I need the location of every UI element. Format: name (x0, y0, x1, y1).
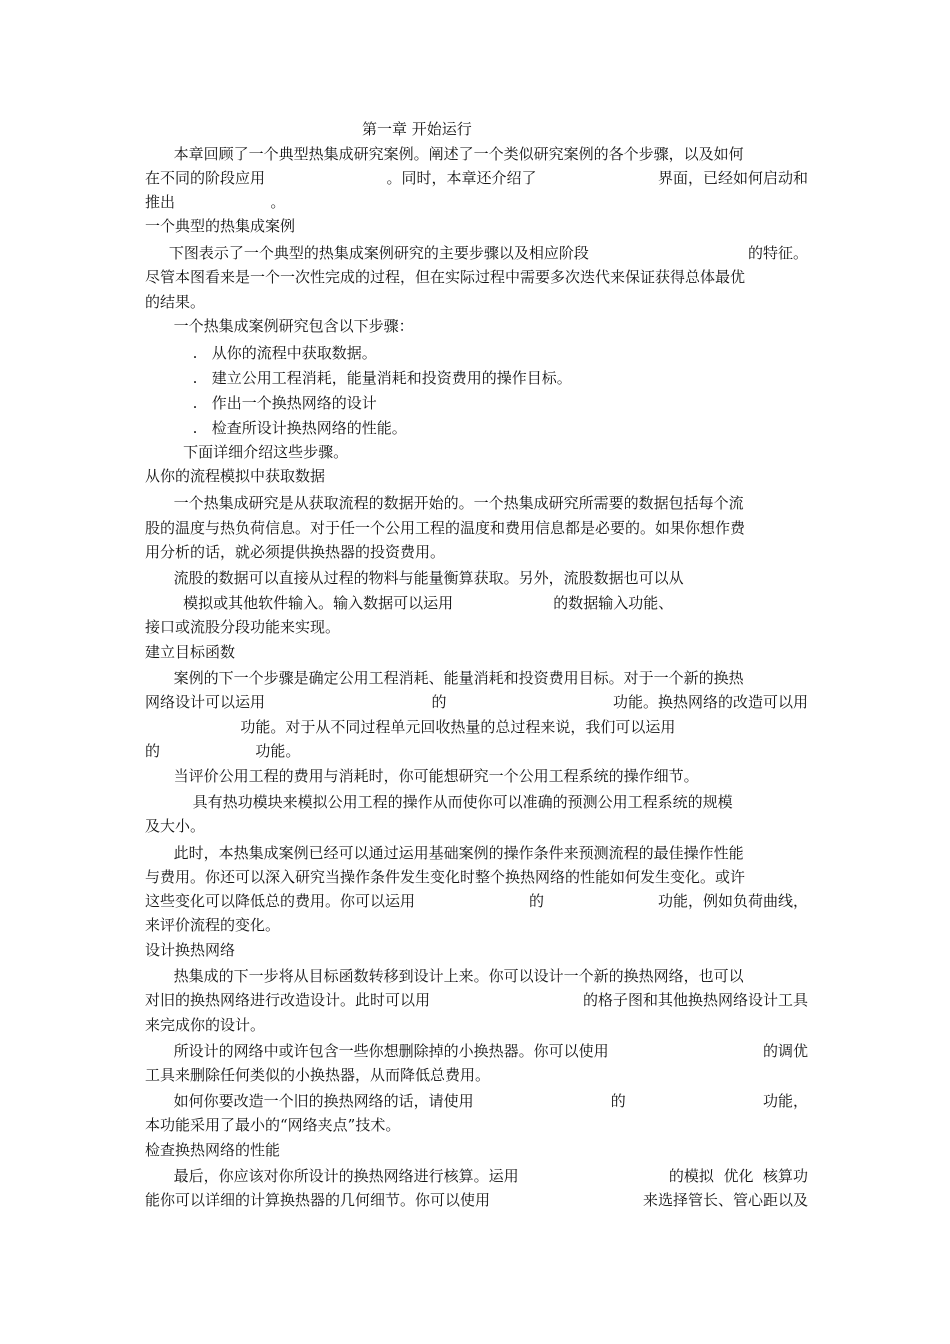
text-segment: 下面详细介绍这些步骤。 (145, 443, 349, 461)
chapter-title: 第一章 开始运行 (362, 120, 472, 138)
text-line (145, 1115, 400, 1135)
text-line (145, 1166, 808, 1186)
text-segment: 的模拟 优化 核算功 (668, 1167, 808, 1185)
text-line (145, 617, 340, 637)
text-segment: 功能。对于从不同过程单元回收热量的总过程来说，我们可以运用 (145, 718, 676, 736)
text-segment: 当评价公用工程的费用与消耗时，你可能想研究一个公用工程系统的操作细节。 (145, 767, 699, 785)
text-segment: . 检查所设计换热网络的性能。 (145, 419, 407, 437)
text-segment: 案例的下一个步骤是确定公用工程消耗、能量消耗和投资费用目标。对于一个新的换热 (145, 669, 744, 687)
text-segment: 热集成的下一步将从目标函数转移到设计上来。你可以设计一个新的换热网络，也可以 (145, 967, 744, 985)
text-line (145, 518, 745, 538)
text-segment: 用分析的话，就必须提供换热器的投资费用。 (145, 543, 446, 561)
text-line (145, 792, 733, 812)
text-line (145, 891, 808, 911)
text-line (145, 243, 808, 263)
text-segment: . 作出一个换热网络的设计 (145, 394, 377, 412)
text-line (145, 442, 348, 462)
text-segment: 一个热集成研究是从获取流程的数据开始的。一个热集成研究所需要的数据包括每个流 (145, 494, 744, 512)
text-line (145, 1091, 808, 1111)
text-segment: 与费用。你还可以深入研究当操作条件发生变化时整个换热网络的性能如何发生变化。或许 (145, 868, 746, 886)
text-segment: 建立目标函数 (145, 643, 236, 661)
text-segment: 功能， (762, 1092, 808, 1110)
text-segment: 的调优 (762, 1042, 808, 1060)
text-line (145, 1065, 490, 1085)
text-segment: 一个热集成案例研究包含以下步骤： (145, 317, 414, 335)
text-segment: 检查换热网络的性能 (145, 1141, 281, 1159)
text-line (145, 368, 572, 388)
text-line (145, 966, 744, 986)
text-segment: 推出 。 (145, 193, 286, 211)
text-segment: 最后，你应该对你所设计的换热网络进行核算。运用 (145, 1167, 519, 1185)
text-line (145, 766, 699, 786)
text-line (145, 816, 205, 836)
text-segment: 的格子图和其他换热网络设计工具 (582, 991, 808, 1009)
text-segment: 工具来删除任何类似的小换热器，从而降低总费用。 (145, 1066, 491, 1084)
text-segment: 功能，例如负荷曲线， (657, 892, 808, 910)
text-line (145, 843, 744, 863)
text-segment: 接口或流股分段功能来实现。 (145, 618, 341, 636)
text-segment: 的特征。 (747, 244, 808, 262)
text-line (145, 493, 744, 513)
text-segment: 来选择管长、管心距以及 (642, 1191, 808, 1209)
text-line (145, 642, 235, 662)
text-segment: 对旧的换热网络进行改造设计。此时可以用 (145, 991, 431, 1009)
text-line (145, 466, 325, 486)
text-segment: 尽管本图看来是一个一次性完成的过程，但在实际过程中需要多次迭代来保证获得总体最优 (145, 268, 746, 286)
text-segment: 来评价流程的变化。 (145, 916, 281, 934)
text-segment: 的 (610, 1092, 626, 1110)
text-segment: 的 (528, 892, 544, 910)
text-segment: . 从你的流程中获取数据。 (145, 344, 377, 362)
text-line (145, 867, 745, 887)
text-segment: 设计换热网络 (145, 941, 236, 959)
text-segment: 的结果。 (145, 293, 206, 311)
text-segment: 模拟或其他软件输入。输入数据可以运用 的数据输入功能、 (145, 594, 674, 612)
text-segment: 在不同的阶段应用 (145, 169, 266, 187)
text-segment: 。同时，本章还介绍了 (386, 169, 537, 187)
text-line (145, 990, 808, 1010)
text-line (145, 316, 414, 336)
text-line (145, 940, 235, 960)
text-line (145, 593, 673, 613)
text-line (145, 144, 744, 164)
text-line (145, 1041, 808, 1061)
text-line (145, 1190, 808, 1210)
text-line (145, 542, 445, 562)
text-segment: 这些变化可以降低总的费用。你可以运用 (145, 892, 416, 910)
text-segment: 来完成你的设计。 (145, 1016, 266, 1034)
text-segment: 一个典型的热集成案例 (145, 217, 296, 235)
text-line (145, 668, 744, 688)
text-line (145, 267, 745, 287)
text-segment: 具有热功模块来模拟公用工程的操作从而使你可以准确的预测公用工程系统的规模 (145, 793, 733, 811)
text-segment: 所设计的网络中或许包含一些你想删除掉的小换热器。你可以使用 (145, 1042, 609, 1060)
text-segment: 的 功能。 (145, 742, 301, 760)
text-segment: 的 (431, 693, 447, 711)
text-segment: 下图表示了一个典型的热集成案例研究的主要步骤以及相应阶段 (145, 244, 589, 262)
text-segment: 此时，本热集成案例已经可以通过运用基础案例的操作条件来预测流程的最佳操作性能 (145, 844, 744, 862)
text-segment: 能你可以详细的计算换热器的几何细节。你可以使用 (145, 1191, 491, 1209)
text-line (145, 568, 684, 588)
text-line (145, 1015, 265, 1035)
text-line (145, 1140, 280, 1160)
text-segment: 功能。换热网络的改造可以用 (612, 693, 808, 711)
text-segment: 股的温度与热负荷信息。对于任一个公用工程的温度和费用信息都是必要的。如果你想作费 (145, 519, 746, 537)
text-segment: 从你的流程模拟中获取数据 (145, 467, 326, 485)
text-segment: 本章回顾了一个典型热集成研究案例。阐述了一个类似研究案例的各个步骤，以及如何 (145, 145, 744, 163)
text-line (145, 915, 280, 935)
text-line (145, 216, 295, 236)
text-line (145, 192, 285, 212)
text-line (145, 692, 808, 712)
text-line (145, 741, 300, 761)
text-segment: 流股的数据可以直接从过程的物料与能量衡算获取。另外，流股数据也可以从 (145, 569, 684, 587)
text-line (145, 418, 407, 438)
text-segment: 网络设计可以运用 (145, 693, 266, 711)
text-line (145, 343, 377, 363)
text-segment: 本功能采用了最小的“网络夹点”技术。 (145, 1116, 401, 1134)
text-segment: 界面，已经如何启动和 (657, 169, 808, 187)
text-segment: . 建立公用工程消耗，能量消耗和投资费用的操作目标。 (145, 369, 572, 387)
text-line (145, 393, 377, 413)
text-line (145, 717, 675, 737)
text-line (145, 168, 808, 188)
text-line (145, 292, 205, 312)
text-segment: 及大小。 (145, 817, 206, 835)
text-segment: 如何你要改造一个旧的换热网络的话，请使用 (145, 1092, 474, 1110)
